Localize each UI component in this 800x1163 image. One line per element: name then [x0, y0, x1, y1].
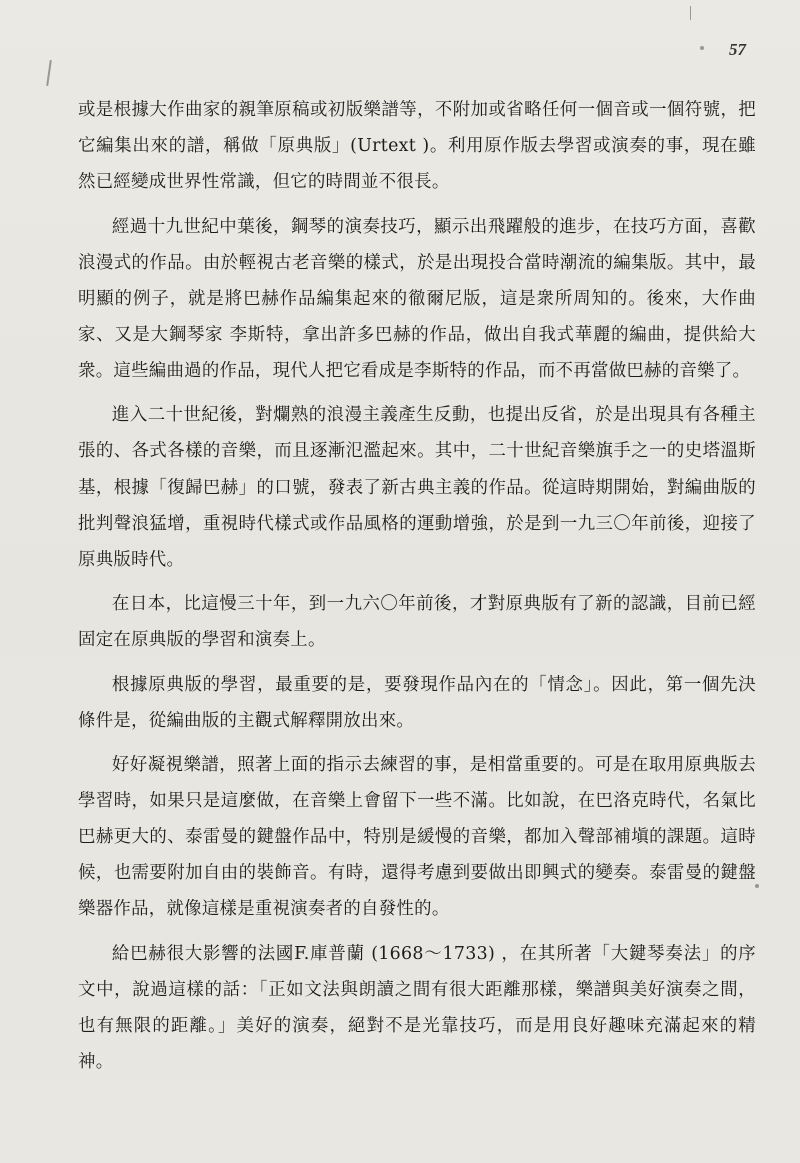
paragraph: 好好凝視樂譜，照著上面的指示去練習的事，是相當重要的。可是在取用原典版去學習時，如果只是這麼做，在音樂上會留下一些不滿。比如說，在巴洛克時代，名氣比巴赫更大的、泰雷曼的鍵盤作品中，特別是緩慢的音樂，都加入聲部補塡的課題。這時候，也需要附加自由的裝飾音。有時，還得考慮到要做出即興式的變奏。泰雷曼的鍵盤樂器作品，就像這樣是重視演奏者的自發性的。 [78, 755, 756, 920]
paragraph: 或是根據大作曲家的親筆原稿或初版樂譜等，不附加或省略任何一個音或一個符號，把它編集出來的譜，稱做「原典版」(Urtext )。利用原作版去學習或演奏的事，現在雖然已經變成世界性常識，但它的時間並不很長。 [78, 100, 756, 193]
scan-mark [690, 6, 691, 20]
paragraph: 經過十九世紀中葉後，鋼琴的演奏技巧，顯示出飛躍般的進步，在技巧方面，喜歡浪漫式的作品。由於輕視古老音樂的樣式，於是出現投合當時潮流的編集版。其中，最明顯的例子，就是將巴赫作品編集起來的徹爾尼版，這是衆所周知的。後來，大作曲家、又是大鋼琴家 李斯特，拿出許多巴赫的作品，做出自我式華麗的編曲，提供給大衆。這些編曲過的作品，現代人把它看成是李斯特的作品，而不再當做巴赫的音樂了。 [78, 216, 756, 381]
page-number: 57 [729, 40, 746, 59]
paragraph: 進入二十世紀後，對爛熟的浪漫主義產生反動，也提出反省，於是出現具有各種主張的、各式各樣的音樂，而且逐漸氾濫起來。其中，二十世紀音樂旗手之一的史塔溫斯基，根據「復歸巴赫」的口號，發表了新古典主義的作品。從這時期開始，對編曲版的批判聲浪猛增，重視時代樣式或作品風格的運動增強，於是到一九三〇年前後，迎接了原典版時代。 [78, 405, 756, 570]
scan-mark [46, 60, 51, 86]
scan-mark [700, 46, 704, 50]
paragraph: 根據原典版的學習，最重要的是，要發現作品內在的「情念」。因此，第一個先決條件是，從編曲版的主觀式解釋開放出來。 [78, 674, 756, 731]
paragraph: 在日本，比這慢三十年，到一九六〇年前後，才對原典版有了新的認識，目前已經固定在原典版的學習和演奏上。 [78, 594, 756, 651]
body-text [78, 92, 756, 1089]
paragraph: 給巴赫很大影響的法國F.庫普蘭 (1668～1733) ，在其所著「大鍵琴奏法」的序文中，說過這樣的話：「正如文法與朗讀之間有很大距離那樣，樂譜與美好演奏之間，也有無限的距離。」美好的演奏，絕對不是光靠技巧，而是用良好趣味充滿起來的精神。 [78, 943, 756, 1073]
